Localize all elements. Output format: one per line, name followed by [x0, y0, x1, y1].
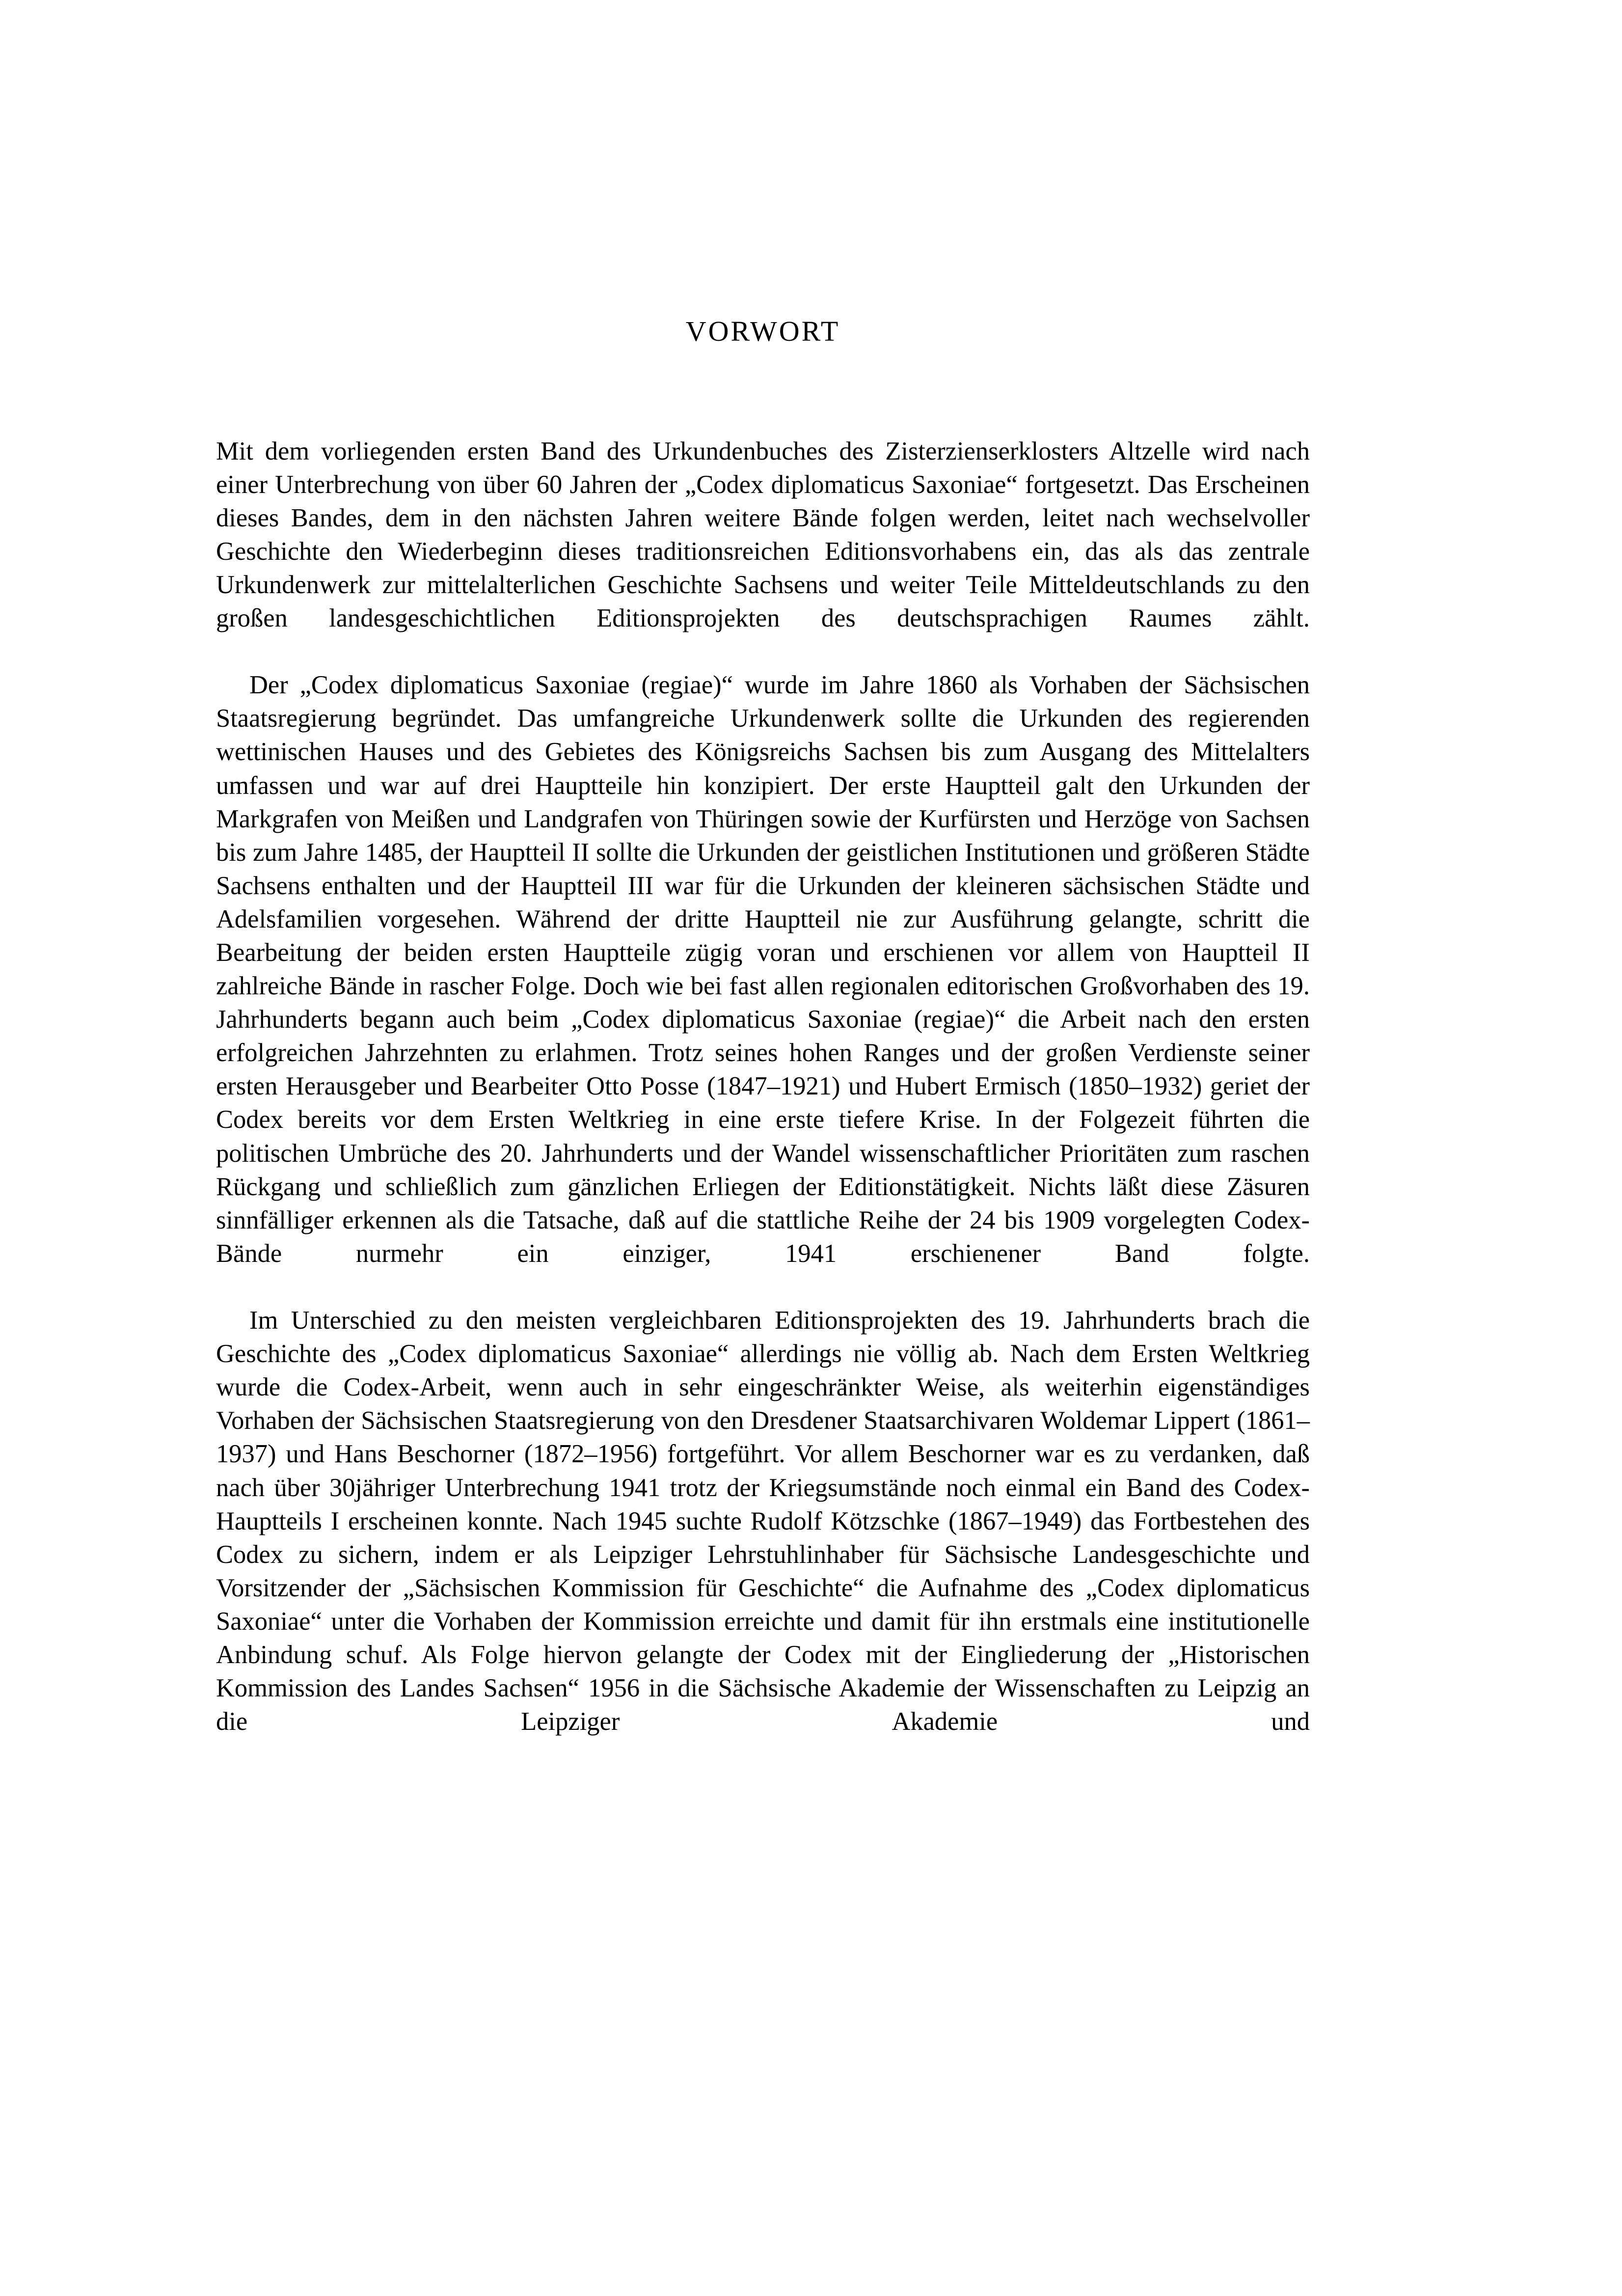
body-text	[216, 435, 1310, 1772]
title-spacer	[216, 349, 1310, 435]
page-title: VORWORT	[685, 315, 840, 347]
paragraph-3: Im Unterschied zu den meisten vergleichbaren Editionsprojekten des 19. Jahrhunderts brach die Geschichte des „Codex diplomaticus Saxoniae“ allerdings nie völlig ab. Nach dem Ersten Weltkrieg wurde die Codex-Arbeit, wenn auch in sehr eingeschränkter Weise, als weiterhin eigenständiges Vorhaben der Sächsischen Staatsregierung von den Dresdener Staatsarchivaren Woldemar Lippert (1861–1937) und Hans Beschorner (1872–1956) fortgeführt. Vor allem Beschorner war es zu verdanken, daß nach über 30jähriger Unterbrechung 1941 trotz der Kriegsumstände noch einmal ein Band des Codex-Hauptteils I erscheinen konnte. Nach 1945 suchte Rudolf Kötzschke (1867–1949) das Fortbestehen des Codex zu sichern, indem er als Leipziger Lehrstuhlinhaber für Sächsische Landesgeschichte und Vorsitzender der „Sächsischen Kommission für Geschichte“ die Aufnahme des „Codex diplomaticus Saxoniae“ unter die Vorhaben der Kommission erreichte und damit für ihn erstmals eine institutionelle Anbindung schuf. Als Folge hiervon gelangte der Codex mit der Eingliederung der „Historischen Kommission des Landes Sachsen“ 1956 in die Sächsische Akademie der Wissenschaften zu Leipzig an die Leipziger Akademie und	[216, 1306, 1310, 1736]
paragraph-1: Mit dem vorliegenden ersten Band des Urkundenbuches des Zisterzienserklosters Altzelle wird nach einer Unterbrechung von über 60 Jahren der „Codex diplomaticus Saxoniae“ fortgesetzt. Das Erscheinen dieses Bandes, dem in den nächsten Jahren weitere Bände folgen werden, leitet nach wechselvoller Geschichte den Wiederbeginn dieses traditionsreichen Editionsvorhabens ein, das als das zentrale Urkundenwerk zur mittelalterlichen Geschichte Sachsens und weiter Teile Mitteldeutschlands zu den großen landesgeschichtlichen Editionsprojekten des deutschsprachigen Raumes zählt.	[216, 437, 1310, 633]
paragraph-2: Der „Codex diplomaticus Saxoniae (regiae)“ wurde im Jahre 1860 als Vorhaben der Sächsischen Staatsregierung begründet. Das umfangreiche Urkundenwerk sollte die Urkunden des regierenden wettinischen Hauses und des Gebietes des Königsreichs Sachsen bis zum Ausgang des Mittelalters umfassen und war auf drei Hauptteile hin konzipiert. Der erste Hauptteil galt den Urkunden der Markgrafen von Meißen und Landgrafen von Thüringen sowie der Kurfürsten und Herzöge von Sachsen bis zum Jahre 1485, der Hauptteil II sollte die Urkunden der geistlichen Institutionen und größeren Städte Sachsens enthalten und der Hauptteil III war für die Urkunden der kleineren sächsischen Städte und Adelsfamilien vorgesehen. Während der dritte Hauptteil nie zur Ausführung gelangte, schritt die Bearbeitung der beiden ersten Hauptteile zügig voran und erschienen vor allem von Hauptteil II zahlreiche Bände in rascher Folge. Doch wie bei fast allen regionalen editorischen Großvorhaben des 19. Jahrhunderts begann auch beim „Codex diplomaticus Saxoniae (regiae)“ die Arbeit nach den ersten erfolgreichen Jahrzehnten zu erlahmen. Trotz seines hohen Ranges und der großen Verdienste seiner ersten Herausgeber und Bearbeiter Otto Posse (1847–1921) und Hubert Ermisch (1850–1932) geriet der Codex bereits vor dem Ersten Weltkrieg in eine erste tiefere Krise. In der Folgezeit führten die politischen Umbrüche des 20. Jahrhunderts und der Wandel wissenschaftlicher Prioritäten zum raschen Rückgang und schließlich zum gänzlichen Erliegen der Editionstätigkeit. Nichts läßt diese Zäsuren sinnfälliger erkennen als die Tatsache, daß auf die stattliche Reihe der 24 bis 1909 vorgelegten Codex-Bände nurmehr ein einziger, 1941 erschienener Band folgte.	[216, 671, 1310, 1268]
text-column	[216, 314, 1310, 1772]
